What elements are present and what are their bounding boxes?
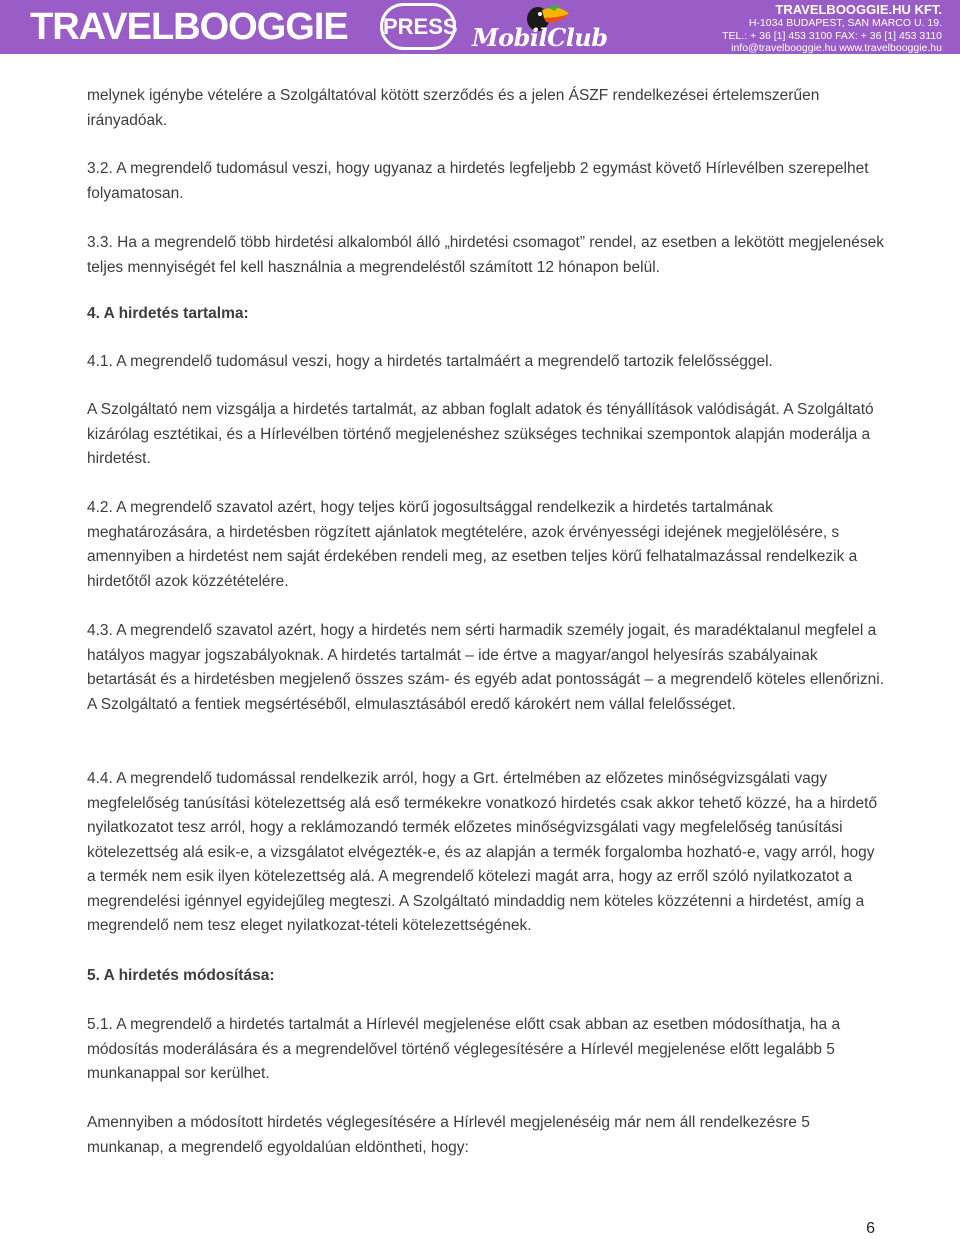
- paragraph: Amennyiben a módosított hirdetés véglegesítésére a Hírlevél megjelenéséig már nem áll rendelkezésre 5 munkanap, a megrendelő egyoldalúan eldöntheti, hogy:: [87, 1114, 810, 1156]
- paragraph: 3.3. Ha a megrendelő több hirdetési alkalomból álló „hirdetési csomagot” rendel, az esetben a lekötött megjelenések teljes mennyiségét fel kell használnia a megrendeléstől számított 12 hónapon belül.: [87, 234, 884, 276]
- travelbooggie-logo: TRAVELBOOGGIE: [30, 6, 348, 48]
- company-contact-block: [722, 3, 942, 55]
- page-number: 6: [866, 1220, 875, 1237]
- paragraph: 4.3. A megrendelő szavatol azért, hogy a hirdetés nem sérti harmadik személy jogait, és maradéktalanul megfelel a hatályos magyar jogszabályoknak. A hirdetés tartalmát – ide értve a magyar/angol helyesírás szabályainak betartását és a hirdetésben megjelenő összes szám- és egyéb adat pontosságát – a megrendelő köteles ellenőrizni. A Szolgáltató a fentiek megsértéséből, elmulasztásából eredő károkért nem vállal felelősséget.: [87, 622, 885, 713]
- paragraph: 5.1. A megrendelő a hirdetés tartalmát a Hírlevél megjelenése előtt csak abban az esetben módosíthatja, ha a módosítás moderálására és a megrendelővel történő véglegesítésére a Hírlevél megjelenése előtt legalább 5 munkanappal sor kerülhet.: [87, 1016, 841, 1082]
- paragraph: melynek igénybe vételére a Szolgáltatóval kötött szerződés és a jelen ÁSZF rendelkezései értelemszerűen irányadóak.: [87, 87, 820, 129]
- section-heading: 4. A hirdetés tartalma:: [87, 305, 249, 322]
- letterhead-banner: [0, 0, 960, 54]
- paragraph: 3.2. A megrendelő tudomásul veszi, hogy ugyanaz a hirdetés legfeljebb 2 egymást követő Hírlevélben szerepelhet folyamatosan.: [87, 160, 869, 202]
- company-phone-fax: TEL.: + 36 [1] 453 3100 FAX: + 36 [1] 453 3110: [722, 29, 942, 42]
- company-name: TRAVELBOOGGIE.HU KFT.: [775, 2, 942, 17]
- company-email-web: info@travelbooggie.hu www.travelbooggie.hu: [731, 42, 942, 54]
- paragraph: 4.1. A megrendelő tudomásul veszi, hogy a hirdetés tartalmáért a megrendelő tartozik felelősséggel.: [87, 353, 773, 370]
- paragraph: A Szolgáltató nem vizsgálja a hirdetés tartalmát, az abban foglalt adatok és tényállítások valódiságát. A Szolgáltató kizárólag esztétikai, és a Hírlevélben történő megjelenéshez szükséges technikai szempontok alapján moderálja a hirdetést.: [87, 401, 874, 467]
- section-heading: 5. A hirdetés módosítása:: [87, 967, 275, 984]
- mobilclub-logo: MobilClub: [472, 23, 608, 52]
- press-logo: PRESS: [380, 3, 456, 50]
- paragraph: 4.2. A megrendelő szavatol azért, hogy teljes körű jogosultsággal rendelkezik a hirdetés tartalmának meghatározására, a hirdetésben rögzített ajánlatok megtételére, azok érvényességi idejének megjelölésére, s amennyiben a hirdetést nem saját érdekében rendeli meg, az esetben teljes körű felhatalmazással rendelkezik a hirdetőtől azok közzétételére.: [87, 499, 858, 590]
- paragraph: 4.4. A megrendelő tudomással rendelkezik arról, hogy a Grt. értelmében az előzetes minőségvizsgálati vagy megfelelőség tanúsítási kötelezettség alá eső termékekre vonatkozó hirdetés csak akkor tehető közzé, ha a hirdető nyilatkozatot tesz arról, hogy a reklámozandó termék előzetes minőségvizsgálati vagy megfelelőség tanúsítási kötelezettség alá esik-e, a vizsgálatot elvégezték-e, és az alapján a termék forgalomba hozható-e, vagy arról, hogy a termék nem esik ilyen kötelezettség alá. A megrendelő kötelezi magát arra, hogy az erről szóló nyilatkozatot a megrendelési igénnyel egyidejűleg megteszi. A Szolgáltató mindaddig nem köteles közzétenni a hirdetést, amíg a megrendelő nem tesz eleget nyilatkozat-tételi kötelezettségének.: [87, 770, 878, 934]
- company-address: H-1034 BUDAPEST, SAN MARCO U. 19.: [748, 17, 942, 29]
